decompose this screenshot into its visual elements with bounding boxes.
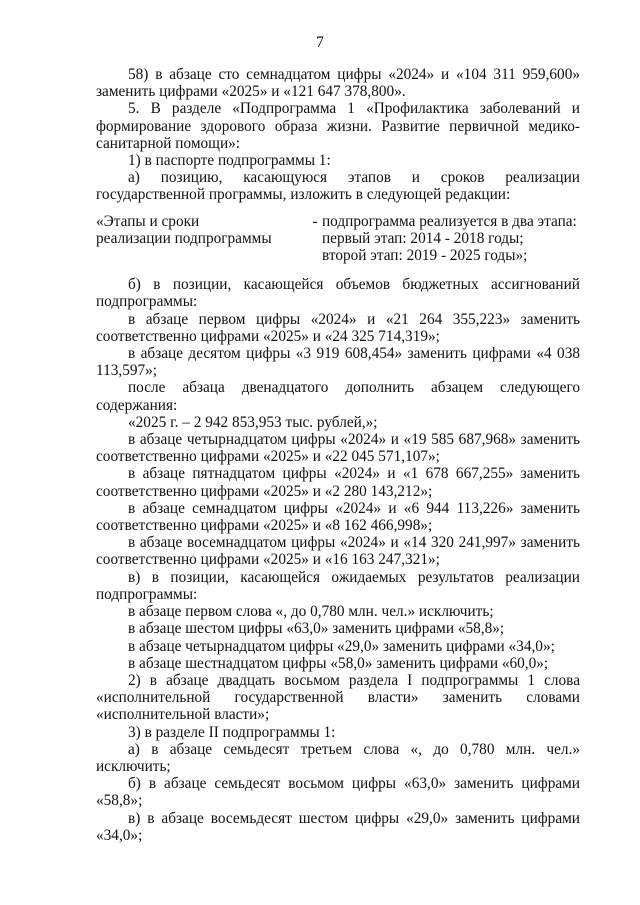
page-number: 7 <box>316 34 324 51</box>
item-1b-15: в абзаце пятнадцатом цифры «2024» и «1 678 667,255» заменить соответственно цифрами «2025» и «2 280 143,212»; <box>96 465 580 500</box>
passport-label <box>96 213 308 265</box>
item-1v-14: в абзаце четырнадцатом цифры «29,0» заменить цифрами «34,0»; <box>128 637 555 655</box>
passport-dash: - <box>312 212 318 230</box>
paragraph-58: 58) в абзаце сто семнадцатом цифры «2024» и «104 311 959,600» заменить цифрами «2025» и «121 647 378,800». <box>96 66 580 101</box>
item-1b-17: в абзаце семнадцатом цифры «2024» и «6 944 113,226» заменить соответственно цифрами «2025» и «8 162 466,998»; <box>96 499 580 535</box>
paragraph-section-5: 5. В разделе «Подпрограмма 1 «Профилактика заболеваний и формирование здорового образа жизни. Развитие первичной медико-санитарной помощи»: <box>96 100 580 152</box>
item-1b-tenth: в абзаце десятом цифры «3 919 608,454» заменить цифрами «4 038 113,597»; <box>96 345 580 380</box>
item-2: 2) в абзаце двадцать восьмом раздела I подпрограммы 1 слова «исполнительной государственной власти» заменить словами «исполнительной власти»; <box>96 671 580 724</box>
item-1b-14: в абзаце четырнадцатом цифры «2024» и «19 585 687,968» заменить соответственно цифрами «2025» и «22 045 571,107»; <box>96 431 580 466</box>
item-1b-first: в абзаце первом цифры «2024» и «21 264 355,223» заменить соответственно цифрами «2025» и «24 325 714,319»; <box>96 310 580 345</box>
item-1v: в) в позиции, касающейся ожидаемых результатов реализации подпрограммы: <box>96 568 580 603</box>
item-1b: б) в позиции, касающейся объемов бюджетных ассигнований подпрограммы: <box>96 276 580 311</box>
passport-label-line-1: «Этапы и сроки <box>96 212 200 230</box>
document-body <box>96 66 580 844</box>
item-1b-new-paragraph: «2025 г. – 2 942 853,953 тыс. рублей,»; <box>128 413 378 431</box>
item-1v-1: в абзаце первом слова «, до 0,780 млн. чел.» исключить; <box>128 603 494 621</box>
item-1v-16: в абзаце шестнадцатом цифры «58,0» заменить цифрами «60,0»; <box>128 654 549 672</box>
passport-value <box>322 213 580 265</box>
passport-value-line-1: подпрограмма реализуется в два этапа: <box>322 212 577 230</box>
item-1b-18: в абзаце восемнадцатом цифры «2024» и «14 320 241,997» заменить соответственно цифрами «2025» и «16 163 247,321»; <box>96 534 580 569</box>
item-1b-after-12: после абзаца двенадцатого дополнить абзацем следующего содержания: <box>96 379 580 414</box>
passport-block <box>96 213 580 265</box>
passport-value-line-2: первый этап: 2014 - 2018 годы; <box>322 229 524 247</box>
passport-value-line-3: второй этап: 2019 - 2025 годы»; <box>322 247 528 265</box>
passport-label-line-2: реализации подпрограммы <box>96 229 272 247</box>
item-1v-6: в абзаце шестом цифры «63,0» заменить цифрами «58,8»; <box>128 620 505 638</box>
item-1: 1) в паспорте подпрограммы 1: <box>128 152 331 170</box>
item-3: 3) в разделе II подпрограммы 1: <box>128 723 336 741</box>
item-1a: а) позицию, касающуюся этапов и сроков реализации государственной программы, изложить в следующей редакции: <box>96 169 580 204</box>
item-3v: в) в абзаце восемьдесят шестом цифры «29,0» заменить цифрами «34,0»; <box>96 809 580 844</box>
item-3a: а) в абзаце семьдесят третьем слова «, до 0,780 млн. чел.» исключить; <box>96 740 580 775</box>
item-3b: б) в абзаце семьдесят восьмом цифры «63,0» заменить цифрами «58,8»; <box>96 775 580 810</box>
